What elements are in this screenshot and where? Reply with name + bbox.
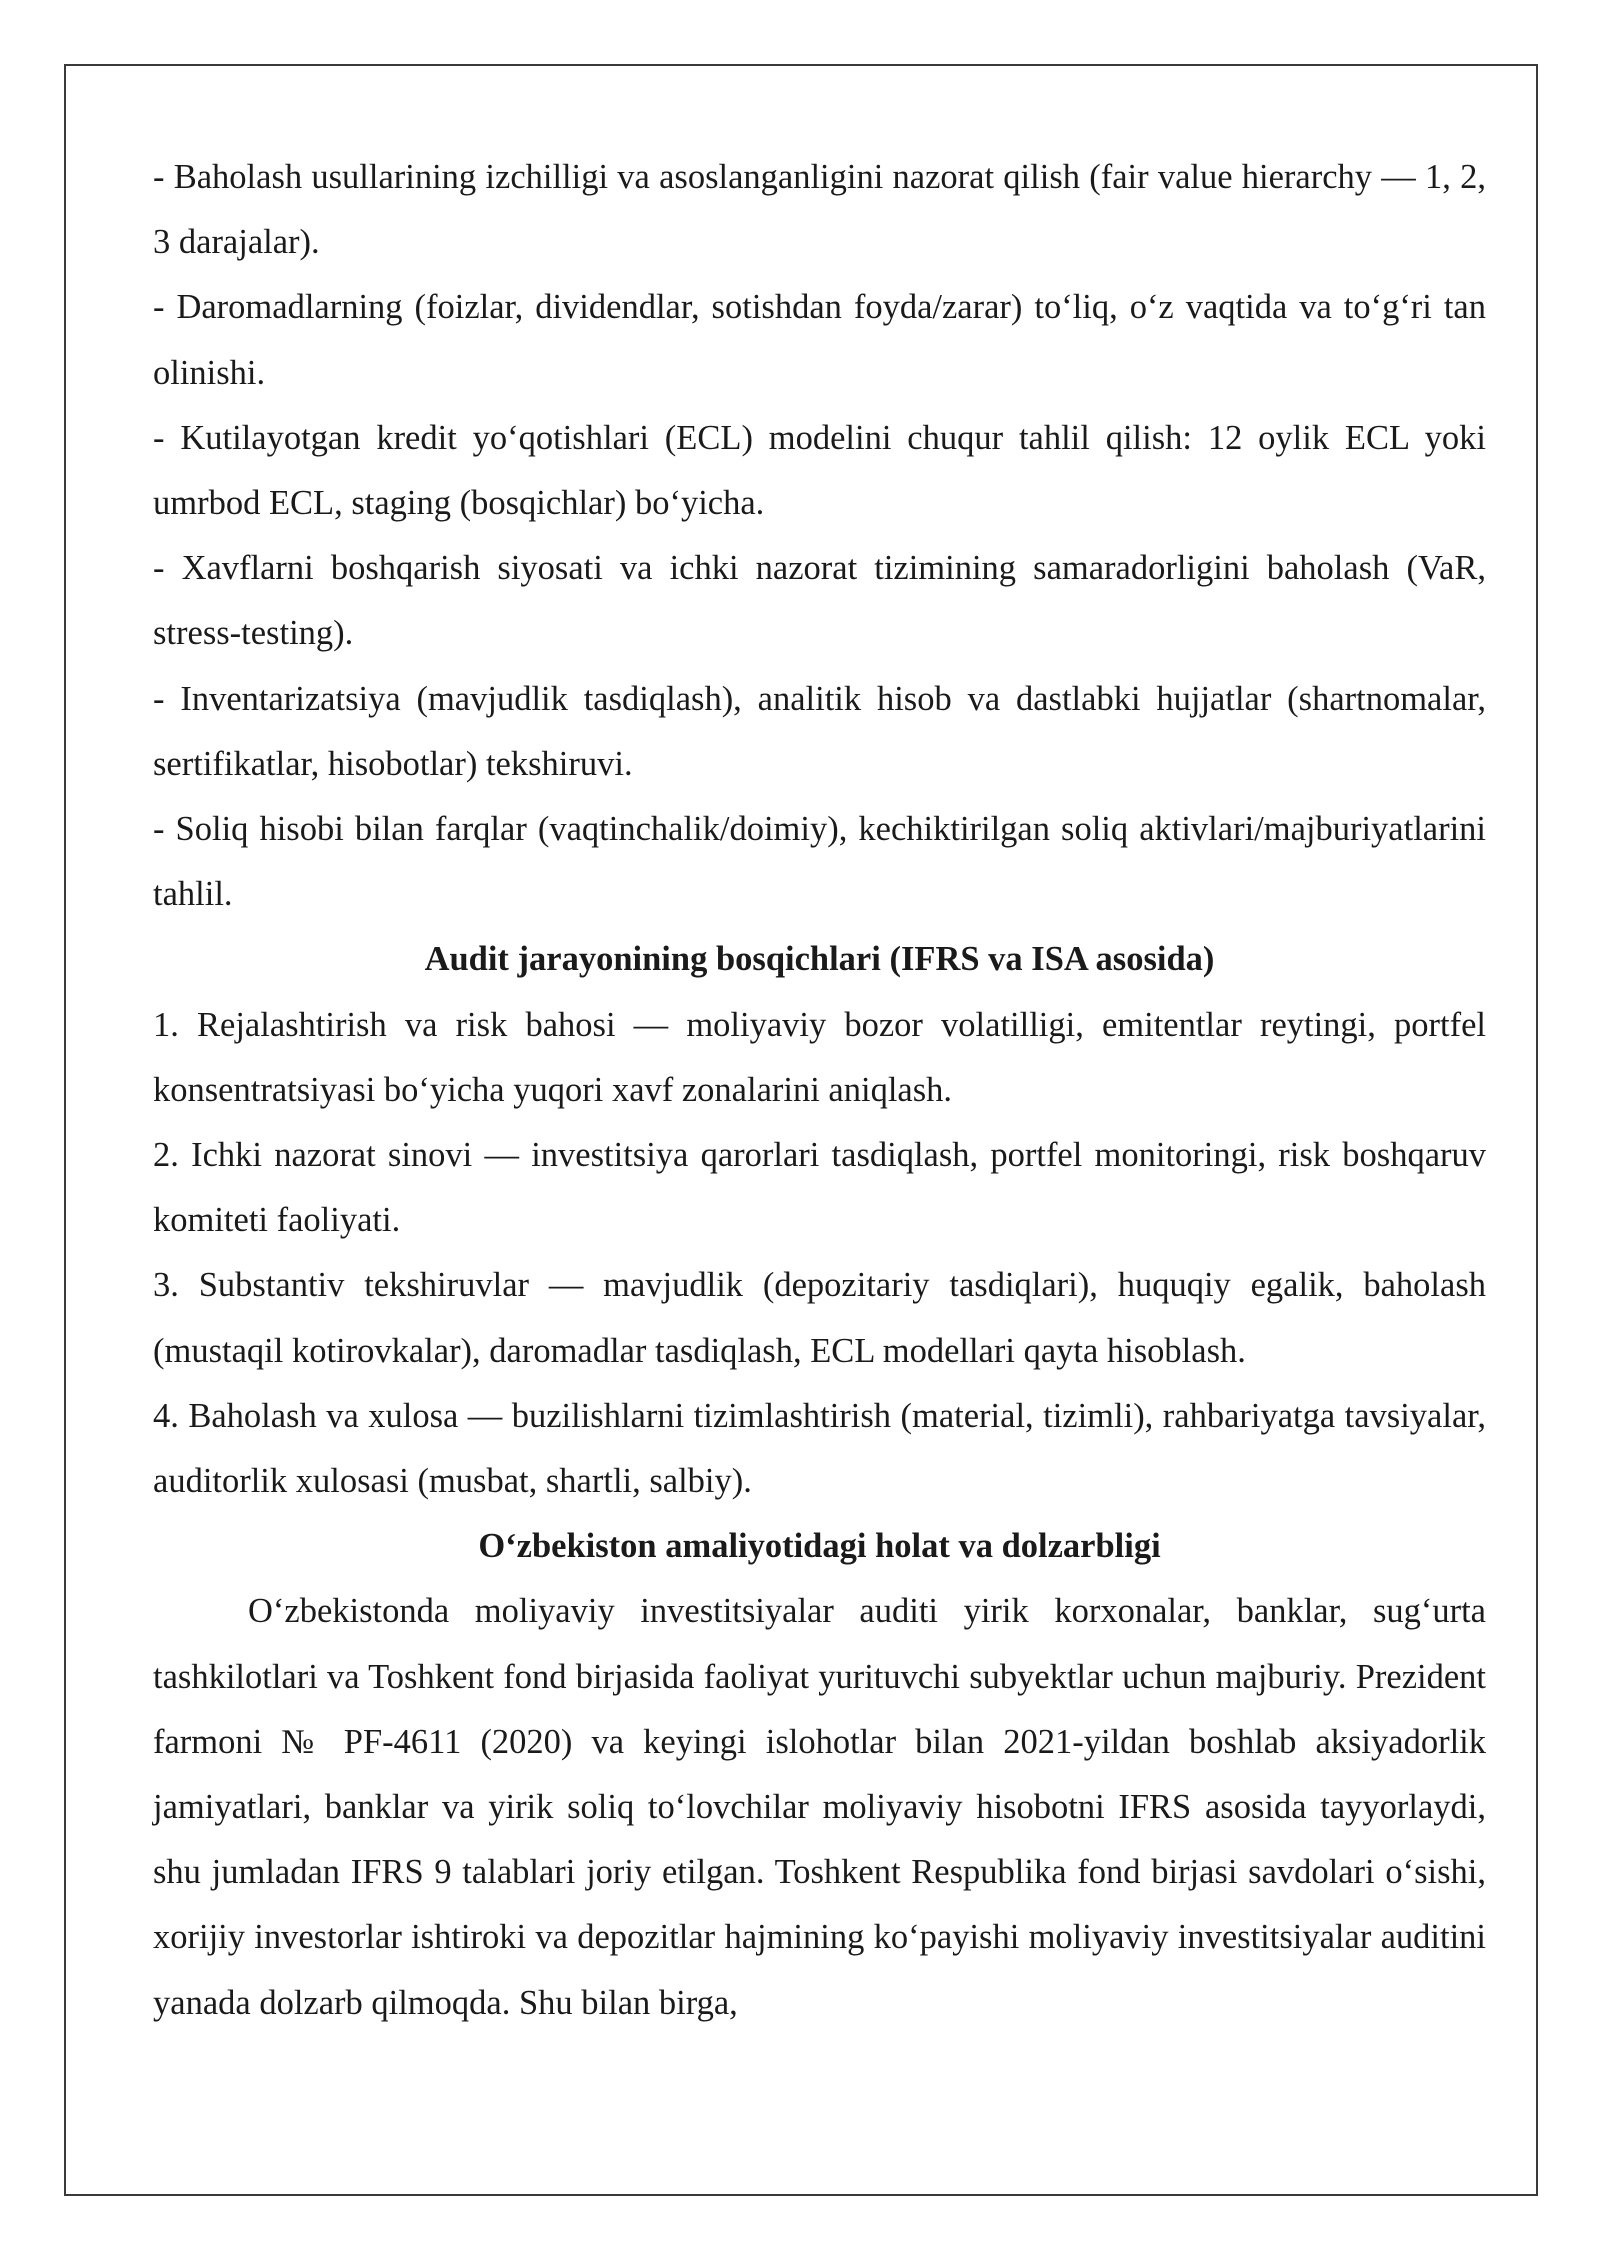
bullet-fair-value: - Baholash usullarining izchilligi va asoslanganligini nazorat qilish (fair value hierarchy — 1, 2, 3 darajalar). [153, 158, 1486, 262]
bullet-tax-differences: - Soliq hisobi bilan farqlar (vaqtinchalik/doimiy), kechiktirilgan soliq aktivlari/majburiyatlarini tahlil. [153, 810, 1486, 914]
section-heading-audit-stages: Audit jarayonining bosqichlari (IFRS va ISA asosida) [424, 940, 1215, 979]
audit-step-planning: 1. Rejalashtirish va risk bahosi — moliyaviy bozor volatilligi, emitentlar reytingi, portfel konsentratsiyasi bo‘yicha yuqori xavf zonalarini aniqlash. [153, 1005, 1486, 1109]
audit-step-conclusion: 4. Baholash va xulosa — buzilishlarni tizimlashtirish (material, tizimli), rahbariyatga tavsiyalar, auditorlik xulosasi (musbat, shartli, salbiy). [153, 1396, 1486, 1501]
audit-step-substantive: 3. Substantiv tekshiruvlar — mavjudlik (depozitariy tasdiqlari), huquqiy egalik, baholash (mustaqil kotirovkalar), daromadlar tasdiqlash, ECL modellari qayta hisoblash. [153, 1266, 1486, 1370]
bullet-ecl-model: - Kutilayotgan kredit yo‘qotishlari (ECL) modelini chuqur tahlil qilish: 12 oylik ECL yoki umrbod ECL, staging (bosqichlar) bo‘yicha. [153, 418, 1486, 523]
uzbekistan-practice-paragraph: O‘zbekistonda moliyaviy investitsiyalar auditi yirik korxonalar, banklar, sug‘urta tashkilotlari va Toshkent fond birjasida faoliyat yurituvchi subyektlar uchun majburiy. Prezident farmoni № PF-4611 (2020) va keyingi islohotlar bilan 2021-yildan boshlab aksiyadorlik jamiyatlari, banklar va yirik soliq to‘lovchilar moliyaviy hisobotni IFRS asosida tayyorlaydi, shu jumladan IFRS 9 talablari joriy etilgan. Toshkent Respublika fond birjasi savdolari o‘sishi, xorijiy investorlar ishtiroki va depozitlar hajmining ko‘payishi moliyaviy investitsiyalar auditini yanada dolzarb qilmoqda. Shu bilan birga, [153, 1592, 1486, 2022]
bullet-inventory: - Inventarizatsiya (mavjudlik tasdiqlash), analitik hisob va dastlabki hujjatlar (shartnomalar, sertifikatlar, hisobotlar) tekshiruvi. [153, 679, 1486, 783]
section-heading-uzbekistan-practice: O‘zbekiston amaliyotidagi holat va dolzarbligi [478, 1527, 1161, 1566]
audit-step-internal-control: 2. Ichki nazorat sinovi — investitsiya qarorlari tasdiqlash, portfel monitoringi, risk boshqaruv komiteti faoliyati. [153, 1136, 1486, 1240]
bullet-risk-management: - Xavflarni boshqarish siyosati va ichki nazorat tizimining samaradorligini baholash (VaR, stress-testing). [153, 549, 1486, 653]
bullet-income-recognition: - Daromadlarning (foizlar, dividendlar, sotishdan foyda/zarar) to‘liq, o‘z vaqtida va to‘g‘ri tan olinishi. [153, 288, 1486, 392]
document-body [153, 145, 1486, 2036]
